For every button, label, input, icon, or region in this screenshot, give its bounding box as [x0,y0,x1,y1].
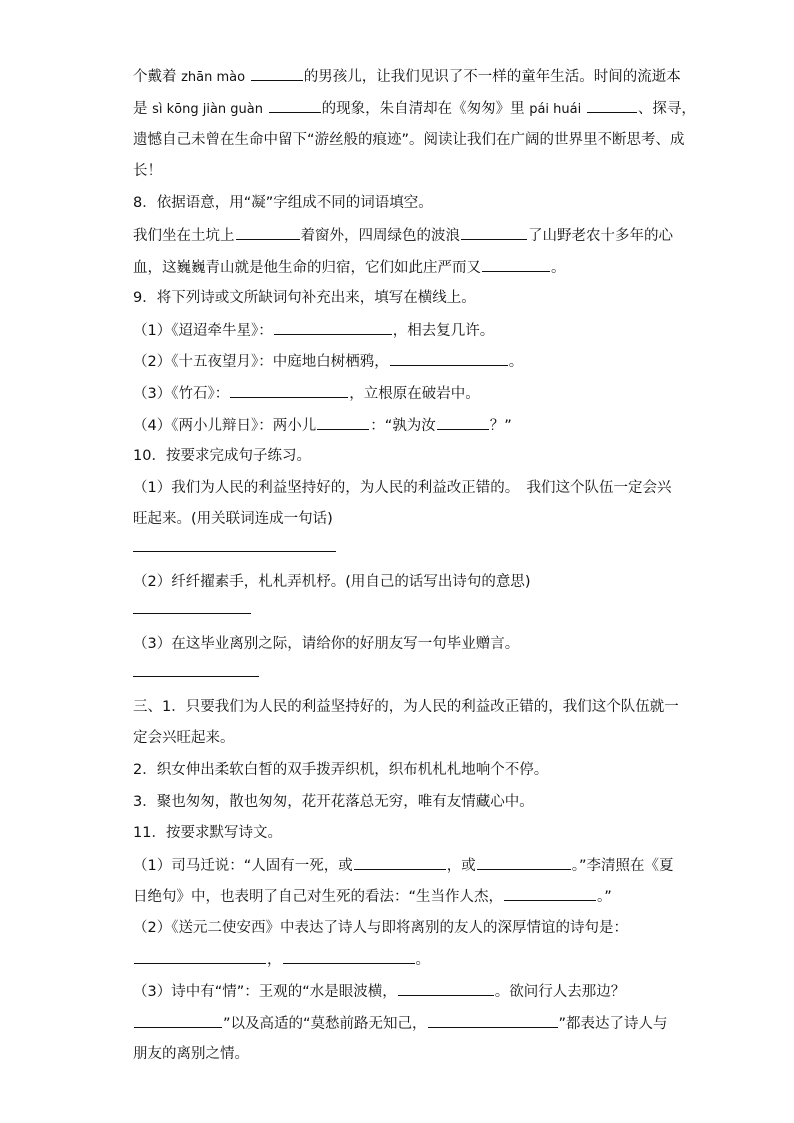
text: ， [267,952,282,968]
q9-item-2 [133,351,673,372]
intro-line-4: 长！ [133,163,162,179]
text: 。”李清照在《夏 [571,858,674,874]
answer-3: 3．聚也匆匆，散也匆匆，花开花落总无穷，唯有友情藏心中。 [133,794,534,810]
text: 着窗外，四周绿色的波浪 [300,228,460,244]
text: 。 [415,952,430,968]
fill-blank[interactable] [504,886,596,901]
intro-line-3: 遗憾自己未曾在生命中留下“游丝般的痕迹”。阅读让我们在广阔的世界里不断思考、成 [133,132,685,148]
q9-item-3 [133,383,673,404]
fill-blank[interactable] [274,320,392,335]
answer-line[interactable] [133,676,259,677]
text: 是 [133,101,153,117]
q9-title: 9．将下列诗或文所缺词句补充出来，填写在横线上。 [133,290,476,306]
q10-s1-line-1: （1）我们为人民的利益坚持好的，为人民的利益改正错的。 我们这个队伍一定会兴 [133,480,672,496]
q11-s2-line-2 [133,949,673,970]
fill-blank[interactable] [269,98,321,113]
text: ，立根原在破岩中。 [349,386,480,402]
intro-line-2 [133,98,696,120]
text: 血，这巍巍青山就是他生命的归宿，它们如此庄严而又 [133,260,481,276]
answer-2: 2．织女伸出柔软白皙的双手拨弄织机，织布机札札地响个不停。 [133,762,549,778]
q11-s1-line-1 [133,855,673,876]
text: 的男孩儿，让我们见识了不一样的童年生活。时间的流逝本 [303,69,681,85]
fill-blank[interactable] [477,855,571,870]
q11-s3-line-1 [133,981,673,1002]
text: 我们坐在土坑上 [133,228,235,244]
fill-blank[interactable] [251,66,303,81]
answer-1-line-1: 三、1．只要我们为人民的利益坚持好的，为人民的利益改正错的，我们这个队伍就一 [133,699,679,715]
text: 个戴着 [133,69,182,85]
text: ：“孰为汝 [370,418,436,434]
q9-item-1 [133,320,673,341]
answer-line[interactable] [133,551,336,552]
text: 的现象，朱自清却在《匆匆》里 [321,101,530,117]
q11-s1-line-2 [133,886,673,907]
text: ？” [489,418,512,434]
answer-1-line-2: 定会兴旺起来。 [133,730,235,746]
q11-s3-line-2 [133,1013,673,1034]
q8-line-2 [133,257,673,278]
q8-title: 8．依据语意，用“凝”字组成不同的词语填空。 [133,195,433,211]
text: 。 [508,354,524,370]
answer-line[interactable] [133,613,251,614]
q8-line-1 [133,225,673,246]
fill-blank[interactable] [482,257,550,272]
text: ，或 [446,858,476,874]
text: ，相去复几许。 [392,323,495,339]
fill-blank[interactable] [461,225,527,240]
fill-blank[interactable] [283,949,415,964]
pinyin: pái huái [529,102,582,117]
q10-s3: （3）在这毕业离别之际，请给你的好朋友写一句毕业赠言。 [133,636,520,652]
q10-s2: （2）纤纤擢素手，札札弄机杼。(用自己的话写出诗句的意思) [133,574,531,590]
q10-s1-line-2: 旺起来。(用关联词连成一句话) [133,511,333,527]
text: 了山野老农十多年的心 [528,228,673,244]
text: 。欲问行人去那边？ [494,984,626,1000]
text: 。 [551,260,566,276]
fill-blank[interactable] [134,1013,222,1028]
fill-blank[interactable] [230,383,348,398]
fill-blank[interactable] [236,225,300,240]
text: （3）诗中有“情”：王观的“水是眼波横， [133,984,397,1000]
q11-title: 11．按要求默写诗文。 [133,825,282,841]
text: （4）《两小儿辩日》：两小儿 [133,418,317,434]
fill-blank[interactable] [354,855,446,870]
fill-blank[interactable] [398,981,494,996]
text: ”以及高适的“莫愁前路无知己， [223,1016,427,1032]
fill-blank[interactable] [134,949,266,964]
fill-blank[interactable] [437,415,489,430]
q9-item-4 [133,415,673,436]
text: ”都表达了诗人与 [558,1016,668,1032]
text: （1）《迢迢牵牛星》： [133,323,273,339]
pinyin: sì kōng jiàn guàn [152,102,263,117]
text: （2）《十五夜望月》：中庭地白树栖鸦， [133,354,389,370]
fill-blank[interactable] [587,98,637,113]
q11-s2-line-1: （2）《送元二使安西》中表达了诗人与即将离别的友人的深厚情谊的诗句是： [133,920,628,936]
text: 日绝句》中，也表明了自己对生死的看法：“生当作人杰， [133,889,504,905]
fill-blank[interactable] [390,351,508,366]
pinyin: zhān mào [181,70,246,85]
fill-blank[interactable] [428,1013,558,1028]
text: （3）《竹石》： [133,386,230,402]
intro-line-1 [133,66,681,88]
text: 。” [597,889,612,905]
text: 、探寻， [637,101,696,117]
text: （1）司马迁说：“人固有一死，或 [133,858,353,874]
q11-s3-line-3: 朋友的离别之情。 [133,1046,249,1062]
fill-blank[interactable] [317,415,369,430]
q10-title: 10．按要求完成句子练习。 [133,448,311,464]
